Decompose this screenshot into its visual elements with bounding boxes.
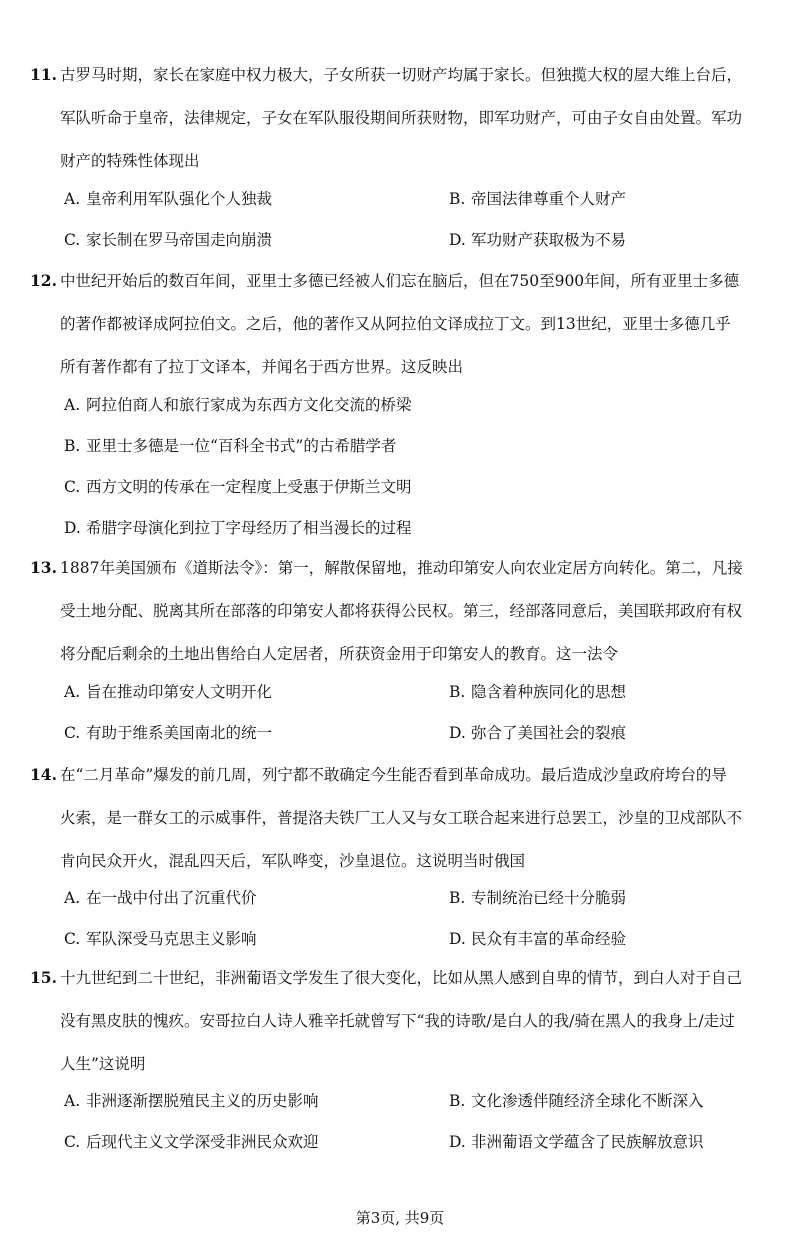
option-text: 非洲逐渐摆脱殖民主义的历史影响 [86,1092,319,1110]
option-letter: A. [64,1092,81,1110]
page-footer [0,1207,800,1229]
question-number: 13. [30,558,57,577]
question-stem-line: 将分配后剩余的土地出售给白人定居者，所获资金用于印第安人的教育。这一法令 [60,645,619,663]
option-text: 军队深受马克思主义影响 [86,930,257,948]
option-text: 在一战中付出了沉重代价 [86,889,257,907]
option-d[interactable] [449,722,626,744]
option-letter: D. [449,1133,466,1151]
option-letter: C. [64,231,81,249]
question-stem-line: 十九世纪到二十世纪，非洲葡语文学发生了很大变化，比如从黑人感到自卑的情节，到白人对于自己 [60,969,743,987]
option-letter: A. [64,889,81,907]
option-letter: A. [64,396,81,414]
option-letter: D. [64,519,81,537]
question-stem-line: 军队听命于皇帝，法律规定，子女在军队服役期间所获财物，即军功财产，可由子女自由处置。军功 [60,109,743,127]
option-text: 后现代主义文学深受非洲民众欢迎 [86,1133,319,1151]
option-letter: B. [449,683,466,701]
option-text: 阿拉伯商人和旅行家成为东西方文化交流的桥梁 [86,396,412,414]
question-number: 14. [30,765,57,784]
question-stem-line: 肯向民众开火，混乱四天后，军队哗变，沙皇退位。这说明当时俄国 [60,852,526,870]
option-letter: B. [449,889,466,907]
option-text: 民众有丰富的革命经验 [471,930,627,948]
option-d[interactable] [449,229,626,251]
option-letter: C. [64,930,81,948]
option-text: 文化渗透伴随经济全球化不断深入 [471,1092,704,1110]
option-d[interactable] [449,928,626,950]
question-stem-line: 没有黑皮肤的愧疚。安哥拉白人诗人雅辛托就曾写下“我的诗歌/是白人的我/骑在黑人的我身上/走过 [60,1012,735,1030]
option-letter: B. [64,437,81,455]
option-a[interactable] [64,681,272,703]
option-text: 非洲葡语文学蕴含了民族解放意识 [471,1133,704,1151]
option-a[interactable] [64,1090,319,1112]
option-b[interactable] [449,188,626,210]
option-text: 西方文明的传承在一定程度上受惠于伊斯兰文明 [86,478,412,496]
option-b[interactable] [449,887,626,909]
option-b[interactable] [449,681,626,703]
question-number: 15. [30,968,57,987]
option-a[interactable] [64,188,272,210]
option-text: 专制统治已经十分脆弱 [471,889,627,907]
option-text: 有助于维系美国南北的统一 [86,724,273,742]
page-number-label: 第3页, 共9页 [355,1209,445,1227]
option-text: 家长制在罗马帝国走向崩溃 [86,231,273,249]
question-stem-line: 的著作都被译成阿拉伯文。之后，他的著作又从阿拉伯文译成拉丁文。到13世纪，亚里士多德几乎 [60,315,731,333]
question-stem-line: 火索，是一群女工的示威事件，普提洛夫铁厂工人又与女工联合起来进行总罢工，沙皇的卫戍部队不 [60,809,743,827]
question-stem-line: 人生”这说明 [60,1055,146,1073]
option-letter: C. [64,478,81,496]
option-c[interactable] [64,229,272,251]
option-c[interactable] [64,928,257,950]
option-letter: A. [64,683,81,701]
option-letter: C. [64,724,81,742]
question-stem-line: 财产的特殊性体现出 [60,152,200,170]
question-number: 12. [30,271,57,290]
option-b[interactable] [449,1090,704,1112]
option-c[interactable] [64,1131,319,1153]
option-text: 希腊字母演化到拉丁字母经历了相当漫长的过程 [86,519,412,537]
question-stem-line: 1887年美国颁布《道斯法令》：第一，解散保留地，推动印第安人向农业定居方向转化。第二，凡接 [60,559,743,577]
question-stem-line: 在“二月革命”爆发的前几周，列宁都不敢确定今生能否看到革命成功。最后造成沙皇政府垮台的导 [60,766,727,784]
option-letter: D. [449,724,466,742]
option-letter: A. [64,190,81,208]
option-a[interactable] [64,394,412,416]
option-text: 亚里士多德是一位“百科全书式”的古希腊学者 [86,437,397,455]
question-stem-line: 古罗马时期，家长在家庭中权力极大，子女所获一切财产均属于家长。但独揽大权的屋大维上台后， [60,66,743,84]
question-number: 11. [30,65,57,84]
option-letter: B. [449,1092,466,1110]
question-stem-line: 中世纪开始后的数百年间，亚里士多德已经被人们忘在脑后，但在750至900年间，所有亚里士多德 [60,272,740,290]
option-b[interactable] [64,435,396,457]
option-c[interactable] [64,476,412,498]
option-letter: D. [449,930,466,948]
option-d[interactable] [449,1131,704,1153]
option-text: 帝国法律尊重个人财产 [471,190,627,208]
option-letter: C. [64,1133,81,1151]
option-text: 皇帝利用军队强化个人独裁 [86,190,273,208]
option-text: 隐含着种族同化的思想 [471,683,627,701]
option-d[interactable] [64,517,412,539]
question-stem-line: 所有著作都有了拉丁文译本，并闻名于西方世界。这反映出 [60,358,464,376]
option-text: 弥合了美国社会的裂痕 [471,724,627,742]
option-text: 旨在推动印第安人文明开化 [86,683,273,701]
option-letter: D. [449,231,466,249]
option-letter: B. [449,190,466,208]
option-a[interactable] [64,887,257,909]
option-c[interactable] [64,722,272,744]
question-stem-line: 受土地分配、脱离其所在部落的印第安人都将获得公民权。第三，经部落同意后，美国联邦政府有权 [60,602,743,620]
option-text: 军功财产获取极为不易 [471,231,627,249]
